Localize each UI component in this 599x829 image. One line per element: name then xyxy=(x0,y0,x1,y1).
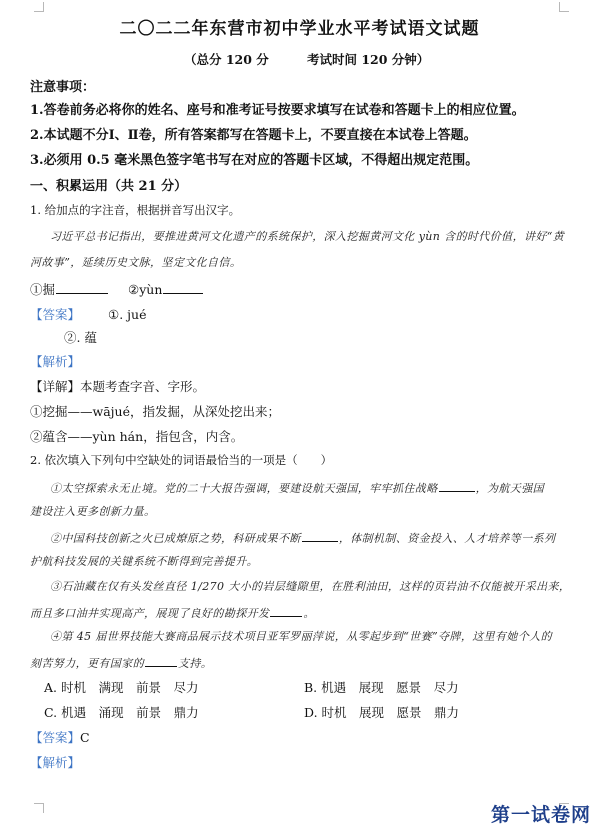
answer-blank xyxy=(145,655,177,667)
question-1-blank-2 xyxy=(128,282,204,297)
question-1-blank-1 xyxy=(30,282,109,297)
option-b: B. 机遇 展现 愿景 尽力 xyxy=(304,680,459,695)
answer-blank xyxy=(302,530,338,542)
question-1-passage-line-1: 习近平总书记指出，要推进黄河文化遗产的系统保护，深入挖掘黄河文化 yùn 含的时代价值，讲好“黄 xyxy=(50,230,565,243)
document-title: 二〇二二年东营市初中学业水平考试语文试题 xyxy=(119,19,480,39)
exam-time: 考试时间 120 分钟） xyxy=(307,52,430,67)
question-1-detail-1: ①挖掘——wājué，指发掘，从深处挖出来； xyxy=(30,404,280,419)
question-2-sentence-2-line-2: 护航科技发展的关键系统不断得到完善提升。 xyxy=(30,555,258,568)
sentence-text: ，体制机制、资金投入、人才培养等一系列 xyxy=(338,532,556,545)
notice-item-2: 2.本试题不分Ⅰ、Ⅱ卷，所有答案都写在答题卡上，不要直接在本试卷上答题。 xyxy=(30,128,477,143)
answer-blank xyxy=(439,480,475,492)
question-2-sentence-3-line-2: 而且多口油井实现高产，展现了良好的勘探开发 。 xyxy=(30,607,315,620)
notice-item-1: 1.答卷前务必将你的姓名、座号和准考证号按要求填写在试卷和答题卡上的相应位置。 xyxy=(30,103,525,118)
question-2-sentence-2-line-1 xyxy=(50,530,555,545)
option-d: D. 时机 展现 愿景 鼎力 xyxy=(304,705,460,720)
sentence-text: 而且多口油井实现高产，展现了良好的勘探开发 xyxy=(30,607,270,620)
question-1-detail-2: ②蕴含——yùn hán，指包含，内含。 xyxy=(30,429,244,444)
question-2-sentence-4-line-1: ④第 45 届世界技能大赛商品展示技术项目亚军罗丽萍说，从零起步到“世赛”夺牌，这里有她个人的 xyxy=(50,630,553,643)
option-a: A. 时机 满现 前景 尽力 xyxy=(44,680,199,695)
answer-tag: 【答案】 xyxy=(30,730,81,745)
question-1-answer-1: ①. jué xyxy=(108,307,147,322)
question-2-answer: C xyxy=(80,730,90,745)
question-2-stem: 2. 依次填入下列句中空缺处的词语最恰当的一项是（ ） xyxy=(30,453,333,467)
option-c: C. 机遇 涌现 前景 鼎力 xyxy=(44,705,199,720)
analysis-tag: 【解析】 xyxy=(30,354,81,369)
question-2-sentence-1-line-2: 建设注入更多创新力量。 xyxy=(30,505,156,518)
question-2-sentence-3-line-1: ③石油藏在仅有头发丝直径 1/270 大小的岩层缝隙里，在胜利油田，这样的页岩油不仅能被开采出来， xyxy=(50,580,571,593)
question-1-detail: 【详解】本题考查字音、字形。 xyxy=(30,379,206,394)
corner-mark-top-right xyxy=(559,2,569,12)
sentence-text: ①太空探索永无止境。党的二十大报告强调，要建设航天强国，牢牢抓住战略 xyxy=(50,482,438,495)
notice-heading: 注意事项： xyxy=(30,80,96,95)
question-1-passage-line-2: 河故事”，延续历史文脉，坚定文化自信。 xyxy=(30,256,242,269)
sentence-text: ，为航天强国 xyxy=(475,482,545,495)
corner-mark-top-left xyxy=(34,2,44,12)
sentence-text: ②中国科技创新之火已成燎原之势，科研成果不断 xyxy=(50,532,301,545)
sentence-text: 支持。 xyxy=(178,657,213,670)
analysis-tag: 【解析】 xyxy=(30,755,81,770)
total-score: （总分 120 分 xyxy=(184,52,269,67)
question-2-sentence-4-line-2 xyxy=(30,655,212,670)
corner-mark-bottom-left xyxy=(34,803,44,813)
site-watermark: 第一试卷网 xyxy=(490,804,591,826)
answer-blank xyxy=(163,282,203,294)
answer-blank xyxy=(270,605,302,617)
answer-blank xyxy=(56,282,108,294)
question-1-stem: 1. 给加点的字注音，根据拼音写出汉字。 xyxy=(30,203,241,217)
section-heading: 一、积累运用（共 21 分） xyxy=(30,179,188,194)
sentence-text: 刻苦努力，更有国家的 xyxy=(30,657,144,670)
question-2-answer-row xyxy=(30,730,90,747)
question-2-sentence-1-line-1 xyxy=(50,480,544,495)
question-1-answer-2: ②. 蕴 xyxy=(64,330,97,345)
answer-tag: 【答案】 xyxy=(30,307,81,322)
notice-item-3: 3.必须用 0.5 毫米黑色签字笔书写在对应的答题卡区域，不得超出规定范围。 xyxy=(30,153,479,168)
blank-1-label: ①掘 xyxy=(30,282,56,297)
blank-2-label: ②yùn xyxy=(128,282,163,297)
